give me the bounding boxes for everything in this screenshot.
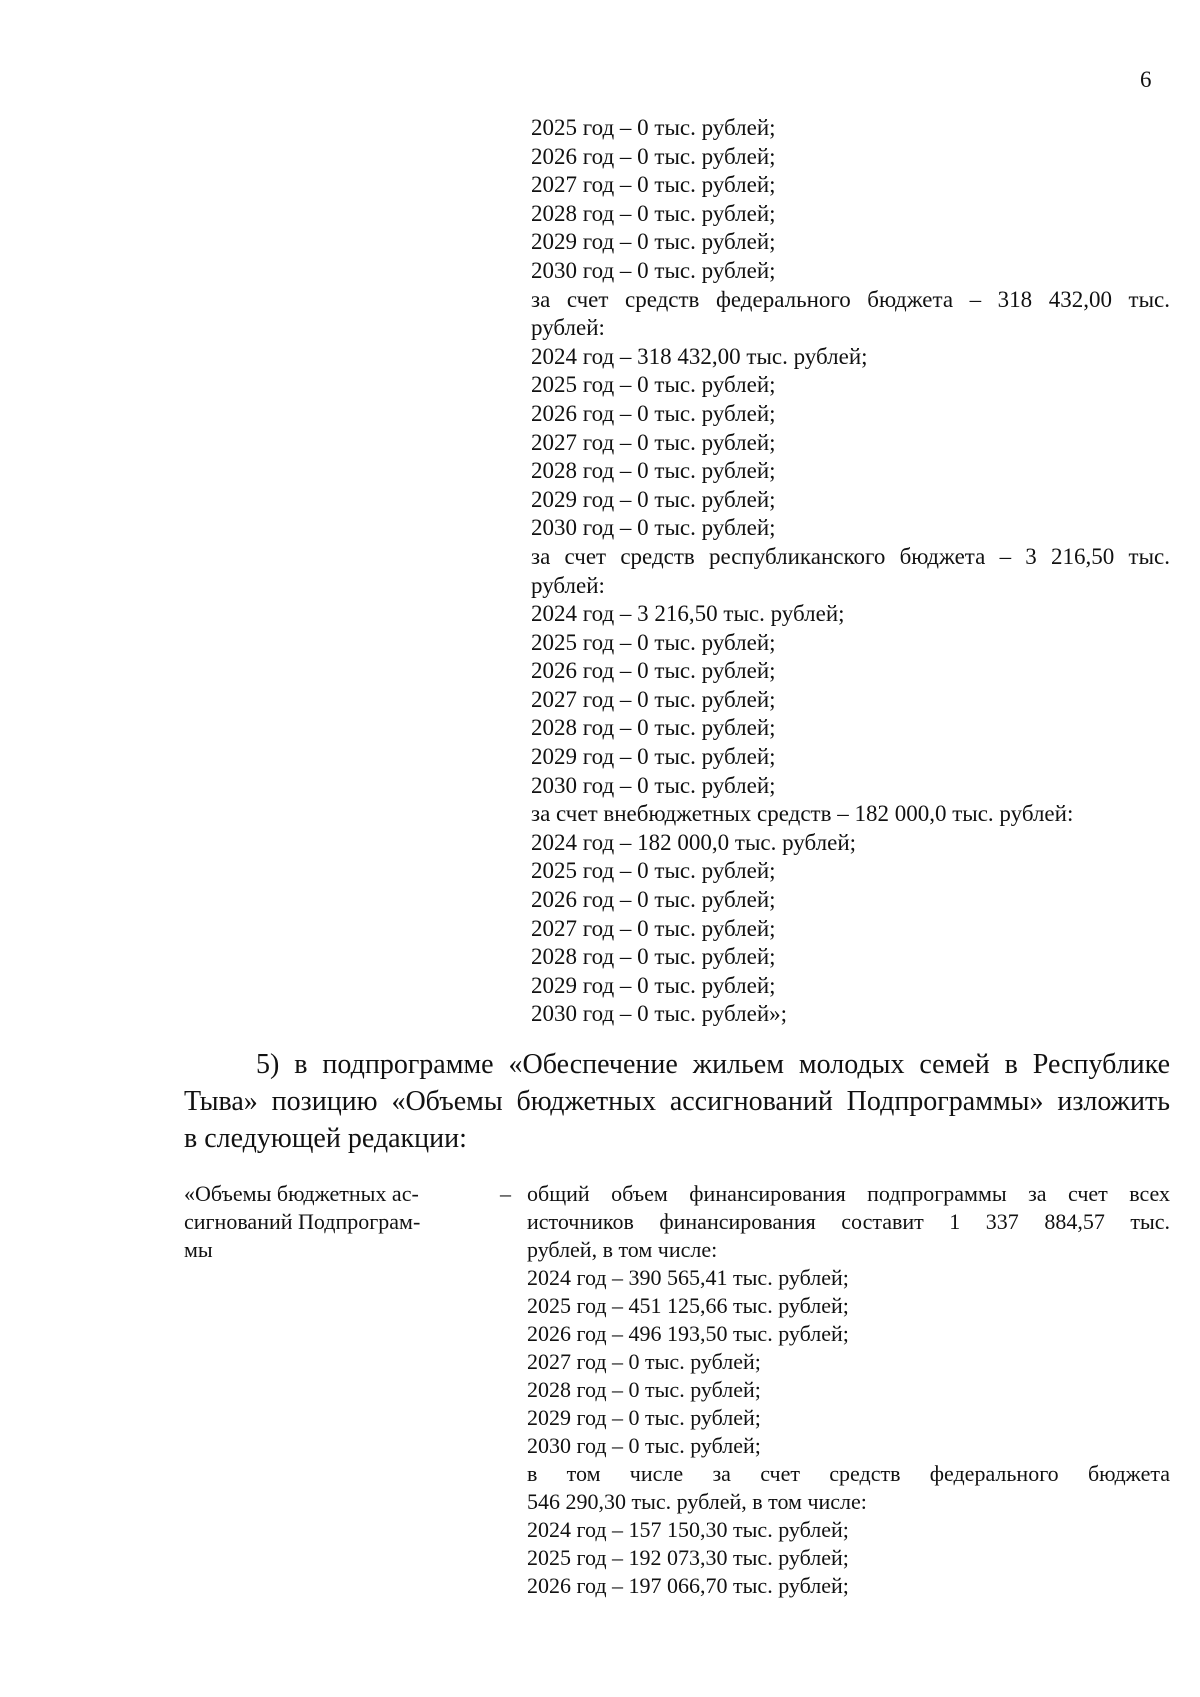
funding-line: 2030 год – 0 тыс. рублей; (531, 257, 776, 283)
funding-line: 2027 год – 0 тыс. рублей; (531, 686, 776, 712)
funding-line: за счет внебюджетных средств – 182 000,0 тыс. рублей: (531, 801, 1074, 827)
table-dash: – (500, 1181, 511, 1206)
page-number: 6 (1140, 67, 1152, 92)
funding-line: 2028 год – 0 тыс. рублей; (531, 944, 776, 970)
value-line: 2024 год – 157 150,30 тыс. рублей; (527, 1517, 849, 1542)
value-line: 2025 год – 451 125,66 тыс. рублей; (527, 1293, 849, 1318)
funding-line: 2024 год – 3 216,50 тыс. рублей; (531, 601, 845, 627)
amendment-paragraph (184, 1046, 1170, 1157)
funding-line: рублей: (531, 315, 605, 341)
value-line: 2025 год – 192 073,30 тыс. рублей; (527, 1545, 849, 1570)
funding-line: 2026 год – 0 тыс. рублей; (531, 658, 776, 684)
funding-line: 2024 год – 318 432,00 тыс. рублей; (531, 343, 868, 369)
funding-line: 2026 год – 0 тыс. рублей; (531, 143, 776, 169)
value-line: 2026 год – 197 066,70 тыс. рублей; (527, 1573, 849, 1598)
funding-line: 2030 год – 0 тыс. рублей; (531, 515, 776, 541)
funding-line: 2025 год – 0 тыс. рублей; (531, 372, 776, 398)
value-line: 2027 год – 0 тыс. рублей; (527, 1349, 761, 1374)
funding-line: 2024 год – 182 000,0 тыс. рублей; (531, 829, 857, 855)
label-line: мы (184, 1237, 213, 1262)
funding-line: 2025 год – 0 тыс. рублей; (531, 858, 776, 884)
value-line: 546 290,30 тыс. рублей, в том числе: (527, 1489, 867, 1514)
funding-line: 2028 год – 0 тыс. рублей; (531, 715, 776, 741)
funding-line: за счет средств федерального бюджета – 318 432,00 тыс. (531, 286, 1170, 312)
funding-line: 2029 год – 0 тыс. рублей; (531, 972, 776, 998)
position-value (527, 1180, 1170, 1600)
funding-line: 2027 год – 0 тыс. рублей; (531, 915, 776, 941)
funding-line: 2027 год – 0 тыс. рублей; (531, 172, 776, 198)
funding-line: 2028 год – 0 тыс. рублей; (531, 458, 776, 484)
value-line: 2030 год – 0 тыс. рублей; (527, 1433, 761, 1458)
paragraph-line: Тыва» позицию «Объемы бюджетных ассигнований Подпрограммы» изложить (184, 1086, 1170, 1117)
funding-line: 2029 год – 0 тыс. рублей; (531, 744, 776, 770)
value-line: 2028 год – 0 тыс. рублей; (527, 1377, 761, 1402)
funding-line: 2025 год – 0 тыс. рублей; (531, 115, 776, 140)
funding-line: 2029 год – 0 тыс. рублей; (531, 486, 776, 512)
position-label (184, 1180, 484, 1264)
funding-line: 2025 год – 0 тыс. рублей; (531, 629, 776, 655)
funding-line: 2026 год – 0 тыс. рублей; (531, 887, 776, 913)
funding-line: 2026 год – 0 тыс. рублей; (531, 400, 776, 426)
paragraph-line: 5) в подпрограмме «Обеспечение жильем молодых семей в Республике (256, 1049, 1170, 1080)
label-line: сигнований Подпрограм- (184, 1209, 421, 1234)
value-line: 2024 год – 390 565,41 тыс. рублей; (527, 1265, 849, 1290)
value-line: 2026 год – 496 193,50 тыс. рублей; (527, 1321, 849, 1346)
funding-list-continued (531, 114, 1170, 1029)
funding-line: 2028 год – 0 тыс. рублей; (531, 200, 776, 226)
funding-line: 2030 год – 0 тыс. рублей; (531, 772, 776, 798)
value-line: источников финансирования составит 1 337 884,57 тыс. (527, 1209, 1170, 1234)
value-line: 2029 год – 0 тыс. рублей; (527, 1405, 761, 1430)
funding-line: 2027 год – 0 тыс. рублей; (531, 429, 776, 455)
funding-line: 2029 год – 0 тыс. рублей; (531, 229, 776, 255)
label-line: «Объемы бюджетных ас- (184, 1181, 419, 1206)
value-line: рублей, в том числе: (527, 1237, 718, 1262)
value-line: общий объем финансирования подпрограммы за счет всех (527, 1181, 1170, 1206)
funding-line: рублей: (531, 572, 605, 598)
funding-line: 2030 год – 0 тыс. рублей»; (531, 1001, 788, 1027)
funding-line: за счет средств республиканского бюджета – 3 216,50 тыс. (531, 543, 1170, 569)
paragraph-line: в следующей редакции: (184, 1123, 467, 1154)
value-line: в том числе за счет средств федерального бюджета (527, 1461, 1170, 1486)
